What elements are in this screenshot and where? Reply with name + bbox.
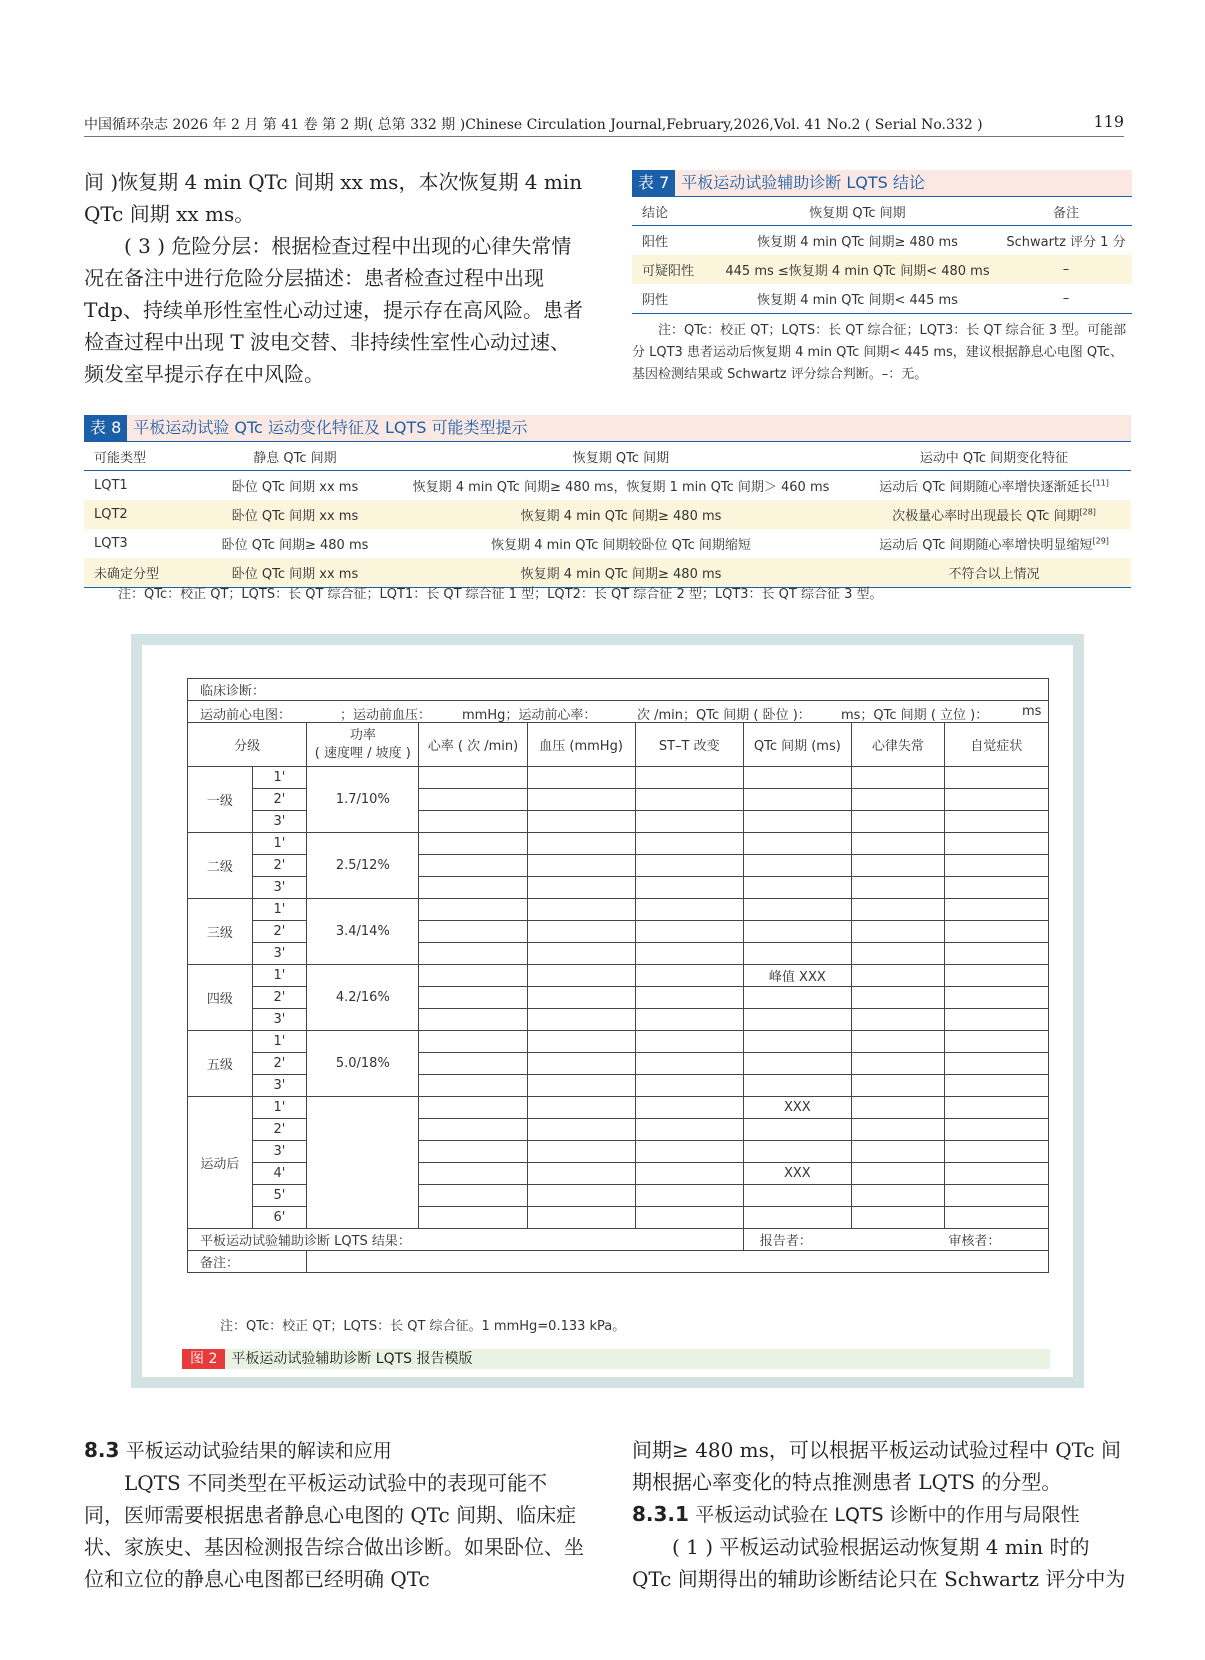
qtc-standing-label: ms；QTc 间期 ( 立位 )：: [841, 707, 989, 723]
paragraph: 间期≥ 480 ms，可以根据平板运动试验过程中 QTc 间期根据心率变化的特点推测患者 LQTS 的分型。: [632, 1438, 1121, 1494]
table-cell: LQT3: [94, 536, 128, 551]
table-cell: 阴性: [632, 284, 715, 314]
minute-label: 2': [252, 921, 307, 943]
bp-cell: [527, 811, 635, 833]
symptom-cell: [944, 811, 1048, 833]
cell-text: 运动后 QTc 间期随心率增快明显缩短: [879, 538, 1093, 553]
arrhythmia-cell: [851, 943, 944, 965]
stt-cell: [635, 899, 743, 921]
minute-label: 2': [252, 789, 307, 811]
table-cell: [857, 529, 1131, 558]
reviewer-label: 审核者：: [944, 1229, 1048, 1251]
bp-cell: [527, 1207, 635, 1229]
table-row: [84, 471, 1131, 501]
stt-cell: [635, 921, 743, 943]
bp-cell: [527, 899, 635, 921]
stage-name: 运动后: [188, 1097, 253, 1229]
arrhythmia-cell: [851, 1031, 944, 1053]
paragraph: LQTS 不同类型在平板运动试验中的表现可能不同，医师需要根据患者静息心电图的 QTc 间期、临床症状、家族史、基因检测报告综合做出诊断。如果卧位、坐位和立位的静息心电图都已经明确 QTc: [84, 1471, 584, 1591]
stt-cell: [635, 1009, 743, 1031]
symptom-cell: [944, 855, 1048, 877]
table-cell: 恢复期 4 min QTc 间期≥ 480 ms，恢复期 1 min QTc 间期＞ 460 ms: [412, 480, 830, 495]
figure-title: 平板运动试验辅助诊断 LQTS 报告模版: [231, 1351, 473, 1367]
table-cell: 445 ms ≤恢复期 4 min QTc 间期< 480 ms: [715, 255, 1000, 284]
left-column: [84, 1434, 584, 1595]
data-table: [632, 196, 1132, 314]
hr-cell: [419, 1207, 527, 1229]
minute-label: 1': [252, 1031, 307, 1053]
table-row: [84, 500, 1131, 529]
section-title: 平板运动试验结果的解读和应用: [125, 1440, 392, 1462]
minute-label: 3': [252, 877, 307, 899]
bp-cell: [527, 1185, 635, 1207]
citation: [28]: [1079, 507, 1096, 517]
stt-cell: [635, 1075, 743, 1097]
stage-power: 1.7/10%: [307, 767, 419, 833]
stt-cell: [635, 987, 743, 1009]
arrhythmia-cell: [851, 965, 944, 987]
stt-cell: [635, 1119, 743, 1141]
table-cell: –: [1000, 255, 1132, 284]
stt-cell: [635, 1141, 743, 1163]
minute-label: 2': [252, 1119, 307, 1141]
hr-cell: [419, 855, 527, 877]
remarks-row: [188, 1251, 1049, 1273]
qtc-cell: [743, 1009, 851, 1031]
figure-note: 注：QTc：校正 QT；LQTS：长 QT 综合征。1 mmHg=0.133 kPa。: [220, 1319, 626, 1334]
qtc-cell: [743, 789, 851, 811]
symptom-cell: [944, 987, 1048, 1009]
hr-cell: [419, 899, 527, 921]
qtc-cell: [743, 1207, 851, 1229]
qtc-cell: [743, 1075, 851, 1097]
table-cell: 恢复期 4 min QTc 间期< 445 ms: [715, 284, 1000, 314]
stage-row: [188, 965, 1049, 987]
symptom-cell: [944, 1053, 1048, 1075]
bp-cell: [527, 833, 635, 855]
paragraph: ( 1 ) 平板运动试验根据运动恢复期 4 min 时的 QTc 间期得出的辅助诊断结论只在 Schwartz 评分中为: [632, 1535, 1126, 1591]
table-7: [632, 170, 1132, 314]
table-cell: 恢复期 4 min QTc 间期≥ 480 ms: [757, 235, 958, 250]
arrhythmia-cell: [851, 855, 944, 877]
bp-cell: [527, 921, 635, 943]
table-row: [632, 284, 1132, 314]
arrhythmia-header: 心律失常: [851, 723, 944, 767]
symptom-cell: [944, 1163, 1048, 1185]
journal-title: 中国循环杂志 2026 年 2 月 第 41 卷 第 2 期( 总第 332 期 )Chinese Circulation Journal,February,2026,Vol. 41 No.2 ( Serial No.332 ): [84, 117, 983, 133]
bp-cell: [527, 1075, 635, 1097]
section-heading: [84, 1434, 584, 1467]
bp-cell: [527, 877, 635, 899]
arrhythmia-cell: [851, 987, 944, 1009]
bp-header: 血压 (mmHg): [527, 723, 635, 767]
table-cell: 不符合以上情况: [857, 558, 1131, 588]
stt-cell: [635, 1185, 743, 1207]
qtc-cell: [743, 987, 851, 1009]
table-cell: –: [1000, 284, 1132, 314]
minute-label: 1': [252, 1097, 307, 1119]
stt-cell: [635, 855, 743, 877]
bp-cell: [527, 1119, 635, 1141]
qtc-cell: 峰值 XXX: [743, 965, 851, 987]
stage-power: 3.4/14%: [307, 899, 419, 965]
stage-row: [188, 1031, 1049, 1053]
table-cell: 恢复期 4 min QTc 间期较卧位 QTc 间期缩短: [491, 538, 751, 553]
section-number: 8.3: [84, 1438, 120, 1462]
bp-cell: [527, 987, 635, 1009]
section-number: 8.3.1: [632, 1502, 689, 1526]
intro-text: [84, 166, 584, 390]
stt-cell: [635, 833, 743, 855]
stt-cell: [635, 789, 743, 811]
symptom-cell: [944, 1207, 1048, 1229]
remarks-label: 备注：: [188, 1251, 307, 1273]
stage-row: [188, 899, 1049, 921]
hr-cell: [419, 767, 527, 789]
pre-hr-label: mmHg；运动前心率：: [462, 707, 597, 723]
symptom-cell: [944, 1075, 1048, 1097]
qtc-cell: [743, 1031, 851, 1053]
column-header: 运动中 QTc 间期变化特征: [857, 442, 1131, 471]
table-header-row: [84, 442, 1131, 471]
grade-header: 分级: [188, 723, 307, 767]
table-title: 平板运动试验辅助诊断 LQTS 结论: [681, 173, 925, 192]
symptom-cell: [944, 877, 1048, 899]
power-label: 功率: [349, 727, 376, 743]
arrhythmia-cell: [851, 877, 944, 899]
hr-cell: [419, 877, 527, 899]
stage-power: 2.5/12%: [307, 833, 419, 899]
arrhythmia-cell: [851, 1163, 944, 1185]
clinical-diagnosis-row: [188, 679, 1049, 701]
symptom-cell: [944, 1097, 1048, 1119]
section-heading: [632, 1498, 1132, 1531]
table-title: 平板运动试验 QTc 运动变化特征及 LQTS 可能类型提示: [133, 418, 528, 437]
power-sub-label: ( 速度哩 / 坡度 ): [314, 745, 411, 761]
stage-name: 四级: [188, 965, 253, 1031]
hr-cell: [419, 1163, 527, 1185]
arrhythmia-cell: [851, 1053, 944, 1075]
hr-cell: [419, 1053, 527, 1075]
stage-name: 三级: [188, 899, 253, 965]
qtc-header: QTc 间期 (ms): [743, 723, 851, 767]
cell-text: 运动后 QTc 间期随心率增快逐渐延长: [879, 480, 1093, 495]
qtc-cell: [743, 1141, 851, 1163]
clinical-diagnosis-label: 临床诊断：: [188, 679, 1049, 701]
symptom-cell: [944, 789, 1048, 811]
table-header-row: [632, 197, 1132, 226]
result-row: [188, 1229, 1049, 1251]
page-number: 119: [1093, 112, 1124, 131]
symptom-cell: [944, 899, 1048, 921]
hr-header: 心率 ( 次 /min): [419, 723, 527, 767]
arrhythmia-cell: [851, 789, 944, 811]
minute-label: 3': [252, 1075, 307, 1097]
hr-cell: [419, 943, 527, 965]
column-header: 结论: [632, 197, 715, 226]
report-header-row: [188, 723, 1049, 767]
hr-cell: [419, 1185, 527, 1207]
arrhythmia-cell: [851, 833, 944, 855]
hr-cell: [419, 1031, 527, 1053]
arrhythmia-cell: [851, 1009, 944, 1031]
stt-cell: [635, 811, 743, 833]
column-header: 恢复期 QTc 间期: [715, 197, 1000, 226]
arrhythmia-cell: [851, 1075, 944, 1097]
result-label: 平板运动试验辅助诊断 LQTS 结果：: [188, 1229, 744, 1251]
figure-2: [131, 634, 1084, 1388]
running-header: [84, 112, 1124, 137]
bp-cell: [527, 1053, 635, 1075]
section-title: 平板运动试验在 LQTS 诊断中的作用与局限性: [695, 1504, 1080, 1526]
qtc-cell: [743, 833, 851, 855]
symptom-cell: [944, 1141, 1048, 1163]
arrhythmia-cell: [851, 921, 944, 943]
minute-label: 1': [252, 767, 307, 789]
data-table: [84, 441, 1131, 588]
qtc-cell: [743, 811, 851, 833]
hr-cell: [419, 921, 527, 943]
paragraph: 间 )恢复期 4 min QTc 间期 xx ms，本次恢复期 4 min QTc 间期 xx ms。: [84, 170, 583, 226]
stage-power: 4.2/16%: [307, 965, 419, 1031]
unit-label: ms: [1022, 703, 1042, 719]
stage-row: [188, 767, 1049, 789]
qtc-cell: [743, 1119, 851, 1141]
hr-cell: [419, 1075, 527, 1097]
stage-name: 五级: [188, 1031, 253, 1097]
hr-cell: [419, 789, 527, 811]
bp-cell: [527, 1141, 635, 1163]
hr-cell: [419, 1119, 527, 1141]
stt-cell: [635, 1053, 743, 1075]
symptom-cell: [944, 1009, 1048, 1031]
cell-text: 次极量心率时出现最长 QTc 间期: [892, 509, 1080, 524]
bp-cell: [527, 1031, 635, 1053]
table-cell: Schwartz 评分 1 分: [1006, 235, 1126, 250]
stt-cell: [635, 877, 743, 899]
minute-label: 3': [252, 1141, 307, 1163]
qtc-cell: [743, 855, 851, 877]
hr-cell: [419, 1141, 527, 1163]
stt-cell: [635, 1031, 743, 1053]
stt-cell: [635, 767, 743, 789]
table-8: [84, 415, 1131, 588]
figure-number: 图 2: [182, 1349, 225, 1369]
stage-row: [188, 833, 1049, 855]
symptom-cell: [944, 921, 1048, 943]
hr-cell: [419, 833, 527, 855]
pre-bp-label: ；运动前血压：: [340, 707, 432, 723]
minute-label: 2': [252, 1053, 307, 1075]
minute-label: 6': [252, 1207, 307, 1229]
minute-label: 3': [252, 1009, 307, 1031]
table-cell: 阳性: [642, 235, 669, 250]
reporter-label: 报告者：: [743, 1229, 944, 1251]
table-cell: 卧位 QTc 间期≥ 480 ms: [221, 538, 369, 553]
bp-cell: [527, 789, 635, 811]
power-header: [307, 723, 419, 767]
hr-cell: [419, 1009, 527, 1031]
table-cell: LQT1: [94, 478, 128, 493]
stage-name: 一级: [188, 767, 253, 833]
stt-cell: [635, 943, 743, 965]
stage-power: 5.0/18%: [307, 1031, 419, 1097]
table-cell: 未确定分型: [84, 558, 205, 588]
symptom-cell: [944, 1185, 1048, 1207]
remarks-value: [307, 1251, 1049, 1273]
table-7-note: 注：QTc：校正 QT；LQTS：长 QT 综合征；LQT3：长 QT 综合征 3 型。可能部分 LQT3 患者运动后恢复期 4 min QTc 间期< 445 ms，建议根据静息心电图 QTc、基因检测结果或 Schwartz 评分综合判断。–：无。: [632, 323, 1127, 382]
table-cell: 卧位 QTc 间期 xx ms: [205, 558, 385, 588]
bp-cell: [527, 1009, 635, 1031]
symptom-cell: [944, 965, 1048, 987]
table-cell: [857, 471, 1131, 501]
minute-label: 1': [252, 899, 307, 921]
minute-label: 3': [252, 943, 307, 965]
arrhythmia-cell: [851, 1141, 944, 1163]
stt-cell: [635, 1097, 743, 1119]
stt-cell: [635, 1163, 743, 1185]
table-row: [632, 226, 1132, 256]
arrhythmia-cell: [851, 1097, 944, 1119]
bp-cell: [527, 1163, 635, 1185]
column-header: 恢复期 QTc 间期: [385, 442, 857, 471]
hr-cell: [419, 965, 527, 987]
arrhythmia-cell: [851, 811, 944, 833]
qtc-cell: [743, 921, 851, 943]
minute-label: 4': [252, 1163, 307, 1185]
stage-row: [188, 1097, 1049, 1119]
minute-label: 5': [252, 1185, 307, 1207]
table-cell: 卧位 QTc 间期 xx ms: [205, 500, 385, 529]
citation: [29]: [1092, 536, 1109, 546]
table-caption: [84, 415, 1131, 441]
stt-header: ST–T 改变: [635, 723, 743, 767]
right-column: [632, 1434, 1132, 1595]
table-cell: 可疑阳性: [632, 255, 715, 284]
qtc-cell: [743, 1053, 851, 1075]
table-row: [84, 529, 1131, 558]
table-number: 表 7: [632, 170, 675, 196]
minute-label: 1': [252, 833, 307, 855]
stage-name: 二级: [188, 833, 253, 899]
paragraph: ( 3 ) 危险分层：根据检查过程中出现的心律失常情况在备注中进行危险分层描述：患者检查过程中出现 Tdp、持续单形性室性心动过速，提示存在高风险。患者检查过程中出现 T 波电交替、非持续性室性心动过速、频发室早提示存在中风险。: [84, 234, 583, 386]
arrhythmia-cell: [851, 1185, 944, 1207]
bp-cell: [527, 943, 635, 965]
bp-cell: [527, 965, 635, 987]
qtc-cell: [743, 899, 851, 921]
table-row: [632, 255, 1132, 284]
citation: [11]: [1092, 478, 1109, 488]
symptom-cell: [944, 1119, 1048, 1141]
bp-cell: [527, 767, 635, 789]
minute-label: 3': [252, 811, 307, 833]
qtc-cell: XXX: [743, 1097, 851, 1119]
symptom-cell: [944, 943, 1048, 965]
column-header: 可能类型: [84, 442, 205, 471]
minute-label: 2': [252, 987, 307, 1009]
bp-cell: [527, 855, 635, 877]
column-header: 静息 QTc 间期: [205, 442, 385, 471]
qtc-cell: [743, 767, 851, 789]
bp-cell: [527, 1097, 635, 1119]
figure-caption: [182, 1349, 1050, 1369]
arrhythmia-cell: [851, 1119, 944, 1141]
arrhythmia-cell: [851, 767, 944, 789]
minute-label: 1': [252, 965, 307, 987]
stage-power: [307, 1097, 419, 1229]
arrhythmia-cell: [851, 1207, 944, 1229]
pre-exercise-info: [188, 701, 1049, 723]
arrhythmia-cell: [851, 899, 944, 921]
pre-exercise-row: [188, 701, 1049, 723]
qtc-cell: XXX: [743, 1163, 851, 1185]
qtc-cell: [743, 877, 851, 899]
table-cell: 卧位 QTc 间期 xx ms: [231, 480, 359, 495]
pre-ecg-label: 运动前心电图：: [200, 707, 292, 723]
table-number: 表 8: [84, 415, 127, 441]
table-caption: [632, 170, 1132, 196]
hr-cell: [419, 811, 527, 833]
table-cell: LQT2: [84, 500, 205, 529]
table-cell: 恢复期 4 min QTc 间期≥ 480 ms: [385, 500, 857, 529]
stt-cell: [635, 965, 743, 987]
symptom-header: 自觉症状: [944, 723, 1048, 767]
hr-cell: [419, 987, 527, 1009]
symptom-cell: [944, 767, 1048, 789]
hr-cell: [419, 1097, 527, 1119]
qtc-supine-label: 次 /min；QTc 间期 ( 卧位 )：: [637, 707, 811, 723]
minute-label: 2': [252, 855, 307, 877]
symptom-cell: [944, 1031, 1048, 1053]
table-8-note: 注：QTc：校正 QT；LQTS：长 QT 综合征；LQT1：长 QT 综合征 1 型；LQT2：长 QT 综合征 2 型；LQT3：长 QT 综合征 3 型。: [118, 587, 883, 602]
report-template-table: [187, 678, 1049, 1273]
symptom-cell: [944, 833, 1048, 855]
table-cell: [857, 500, 1131, 529]
qtc-cell: [743, 1185, 851, 1207]
table-cell: 恢复期 4 min QTc 间期≥ 480 ms: [385, 558, 857, 588]
qtc-cell: [743, 943, 851, 965]
column-header: 备注: [1000, 197, 1132, 226]
stt-cell: [635, 1207, 743, 1229]
